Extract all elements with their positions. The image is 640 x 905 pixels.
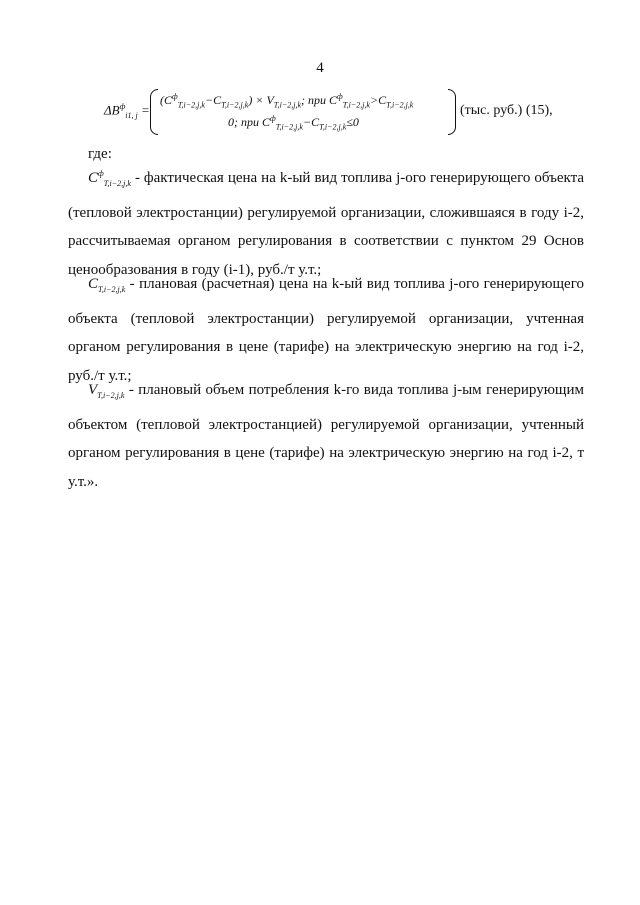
definition-actual-price [68, 160, 584, 284]
definition-planned-volume [68, 376, 584, 496]
definition-planned-price [68, 270, 584, 390]
formula-case-2: 0; при $C^ф_{T,i-2,j,k}-C_{T,i-2,j,k}\le 0$ [228, 114, 359, 132]
formula-15 [104, 88, 584, 138]
definition-symbol: $V_{T,i-2,j,k}$ [88, 382, 125, 400]
right-brace [448, 89, 456, 135]
formula-lhs: $\Delta B^ф_{i1, j}$ = [104, 102, 150, 120]
definition-text: - плановая (расчетная) цена на k-ый вид топлива j-ого генерирующего объекта (тепловой электростанции) регулируемой организации, учтенная органом регулирования в цене (тарифе) на электрическую энергию на год i-2, руб./т у.т.; [68, 276, 584, 384]
definition-text: - плановый объем потребления k-го вида топлива j-ым генерирующим объектом (тепловой электростанцией) регулируемой организации, учтенный органом регулирования в цене (тарифе) на электрическую энергию на год i-2, т у.т.». [68, 382, 584, 490]
definition-symbol: $C_{T,i-2,j,k}$ [88, 276, 126, 294]
definition-symbol: $C^ф_{T,i-2,j,k}$ [88, 169, 131, 188]
formula-units: (тыс. руб.) (15), [460, 103, 553, 118]
definition-text: - фактическая цена на k-ый вид топлива j-ого генерирующего объекта (тепловой электростанции) регулируемой организации, сложившаяся в году i-2, рассчитываемая органом регулирования в соответствии с пунктом 29 Основ ценообразования в году (i-1), руб./т у.т.; [68, 170, 584, 278]
formula-case-1: $(C^ф_{T,i-2,j,k}-C_{T,i-2,j,k}) \times V_{T,i-2,j,k}$; при $C^ф_{T,i-2,j,k}>C_{T,i-2,j,k}$ [160, 92, 414, 110]
left-brace [150, 89, 158, 135]
where-label: где: [88, 146, 112, 162]
page-number: 4 [316, 60, 324, 76]
